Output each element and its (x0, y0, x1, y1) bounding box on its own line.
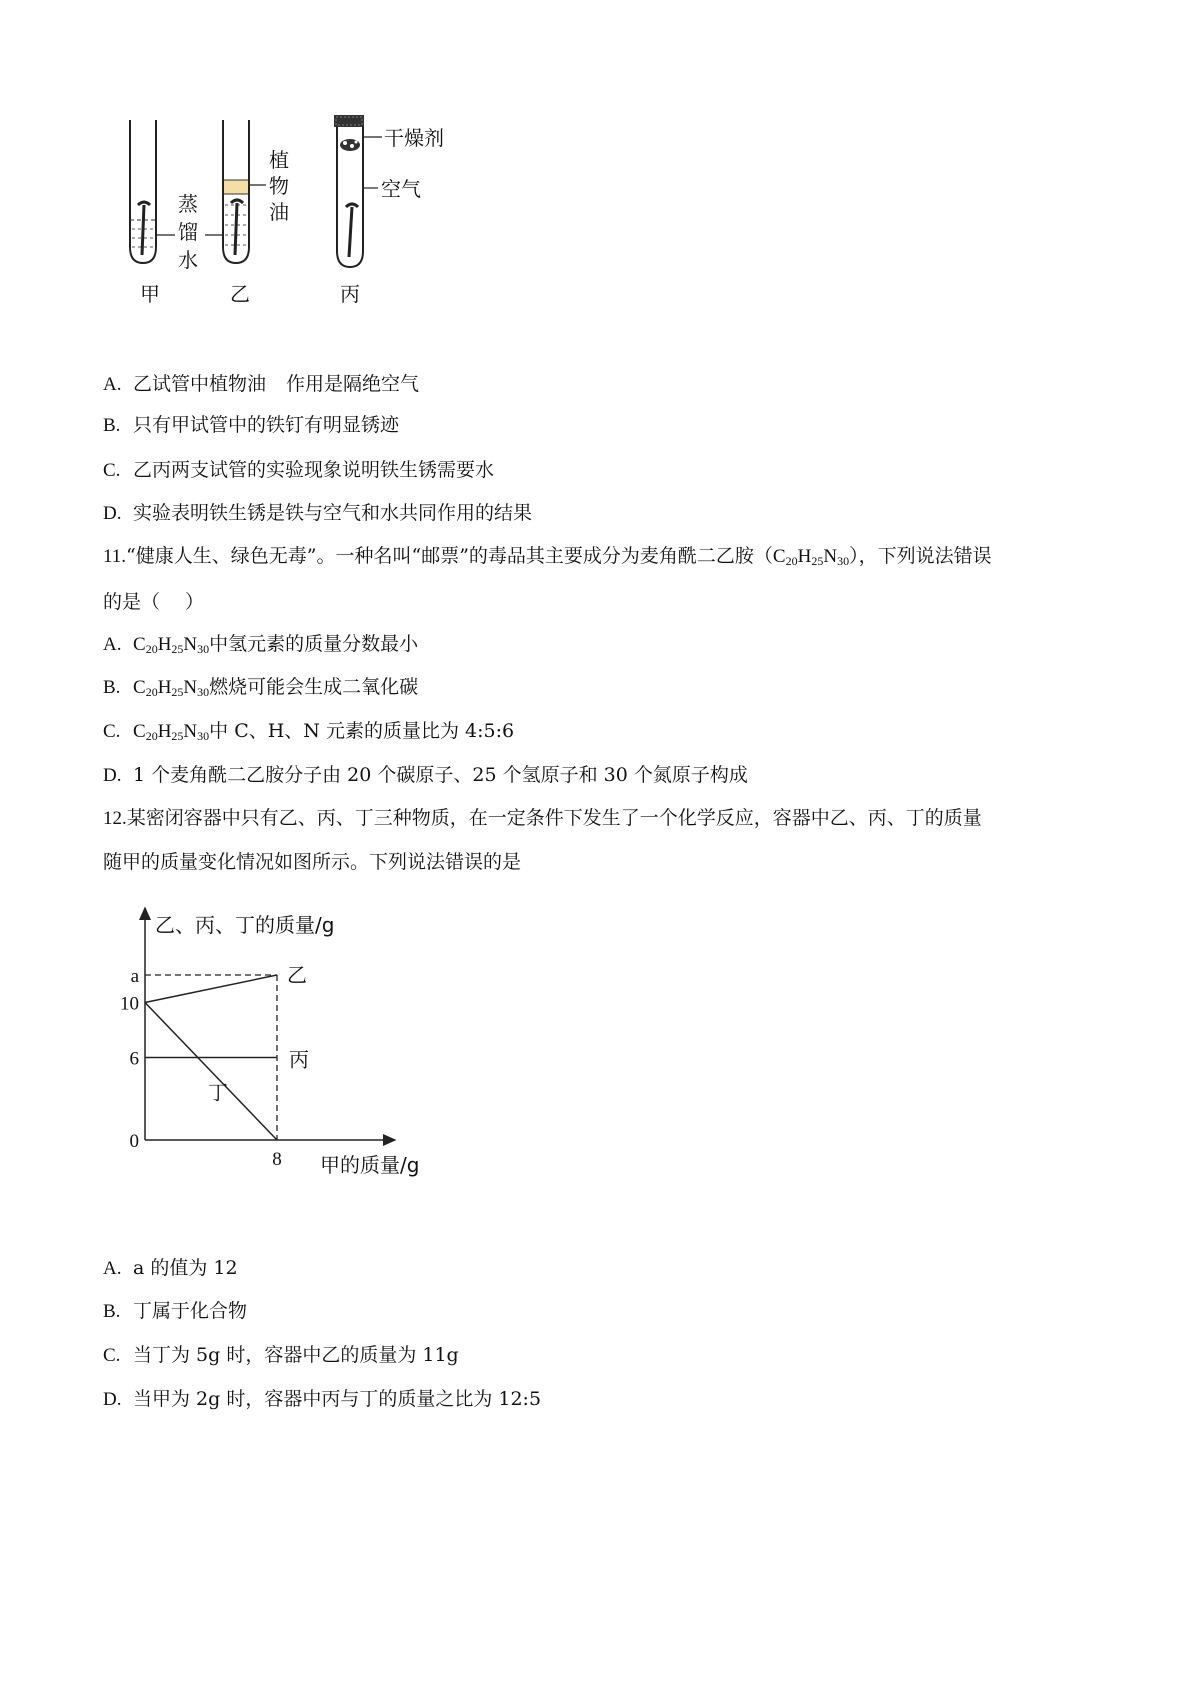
q11-stem-line2: 的是（ ） (103, 591, 205, 613)
formula: $C_{20}H_{25}N_{30}$ (133, 677, 210, 699)
tube-yi (205, 120, 266, 263)
label-water-3: 水 (178, 248, 198, 272)
q12-option-c (103, 1340, 459, 1371)
chart-plot-area (120, 963, 309, 1170)
y-tick-label-2: 10 (120, 993, 139, 1015)
label-water-2: 馏 (178, 220, 198, 244)
q11-option-c (103, 716, 514, 747)
series-label-1: 乙 (287, 963, 307, 987)
label-oil-1: 植 (269, 148, 289, 172)
q12-stem-part1: 某密闭容器中只有乙、丙、丁三种物质，在一定条件下发生了一个化学反应，容器中乙、丙、丁的质量 (126, 807, 982, 829)
q11-option-d (103, 760, 748, 791)
x-tick-label-1: 8 (272, 1149, 282, 1170)
series-label-2: 丙 (289, 1047, 309, 1072)
option-text: 乙丙两支试管的实验现象说明铁生锈需要水 (133, 459, 495, 481)
q11-stem-part1: “健康人生、绿色无毒”。一种名叫“邮票”的毒品其主要成分为麦角酰二乙胺（ (126, 545, 773, 567)
option-letter: C. (103, 1345, 121, 1366)
tube-label-jia: 甲 (140, 282, 160, 306)
option-text: 中氢元素的质量分数最小 (209, 633, 419, 655)
option-text-part1: 乙试管中植物油 (133, 373, 267, 395)
label-oil-2: 物 (269, 174, 289, 198)
series-line-3 (145, 1003, 277, 1141)
option-text: 中 C、H、N 元素的质量比为 4:5:6 (209, 720, 515, 742)
q12-option-a (103, 1253, 238, 1284)
option-letter: B. (103, 415, 121, 436)
q12-option-d (103, 1384, 541, 1415)
series-line-1 (145, 975, 277, 1003)
q10-option-d (103, 498, 532, 529)
option-text: 当丁为 5g 时，容器中乙的质量为 11g (133, 1344, 459, 1366)
option-letter: C. (103, 721, 121, 742)
question-number: 12. (103, 808, 127, 829)
q11-option-b (103, 672, 418, 703)
test-tube-figure (120, 115, 480, 330)
option-text: 实验表明铁生锈是铁与空气和水共同作用的结果 (133, 502, 533, 524)
option-letter: A. (103, 374, 122, 395)
tube-bing (334, 115, 382, 267)
option-text: 只有甲试管中的铁钉有明显锈迹 (133, 414, 400, 436)
y-tick-label-1: a (130, 966, 139, 987)
formula: $C_{20}H_{25}N_{30}$ (133, 721, 210, 743)
chart-x-axis-label: 甲的质量/g (320, 1153, 420, 1177)
option-letter: B. (103, 677, 121, 698)
q11-stem-part2: ），下列说法错误 (849, 545, 992, 567)
y-tick-label-3: 6 (129, 1048, 139, 1070)
option-letter: C. (103, 460, 121, 481)
q10-option-c (103, 455, 494, 486)
series-label-3: 丁 (208, 1080, 229, 1105)
tube-jia (130, 120, 175, 263)
formula: $C_{20}H_{25}N_{30}$ (133, 634, 210, 656)
label-oil-3: 油 (269, 200, 289, 224)
q10-option-b (103, 410, 399, 441)
option-letter: A. (103, 634, 122, 655)
tube-label-bing: 丙 (340, 282, 360, 306)
option-letter: D. (103, 1389, 122, 1410)
option-letter: B. (103, 1301, 121, 1322)
label-desiccant: 干燥剂 (384, 126, 444, 150)
tube-label-yi: 乙 (230, 282, 250, 306)
option-text: 1 个麦角酰二乙胺分子由 20 个碳原子、25 个氢原子和 30 个氮原子构成 (133, 764, 748, 786)
formula: $C_{20}H_{25}N_{30}$ (772, 546, 850, 568)
q10-option-a (103, 369, 419, 400)
q12-stem-line2: 随甲的质量变化情况如图所示。下列说法错误的是 (103, 851, 522, 873)
q12-option-b (103, 1296, 247, 1327)
option-letter: A. (103, 1258, 122, 1279)
option-letter: D. (103, 503, 122, 524)
mass-chart (110, 900, 450, 1190)
option-text: 丁属于化合物 (133, 1300, 248, 1322)
question-number: 11. (103, 546, 127, 567)
option-text-part2: 作用是隔绝空气 (286, 373, 420, 395)
option-text: 燃烧可能会生成二氧化碳 (209, 676, 419, 698)
label-water-1: 蒸 (178, 192, 198, 216)
chart-y-axis-label: 乙、丙、丁的质量/g (155, 913, 335, 937)
label-air: 空气 (381, 177, 421, 201)
q11-stem-line1 (103, 541, 992, 572)
q11-option-a (103, 629, 418, 660)
option-text: a 的值为 12 (133, 1257, 238, 1279)
q12-stem-line1 (103, 803, 982, 834)
option-letter: D. (103, 765, 122, 786)
y-tick-label-4: 0 (129, 1131, 139, 1152)
option-text: 当甲为 2g 时，容器中丙与丁的质量之比为 12:5 (133, 1388, 542, 1410)
